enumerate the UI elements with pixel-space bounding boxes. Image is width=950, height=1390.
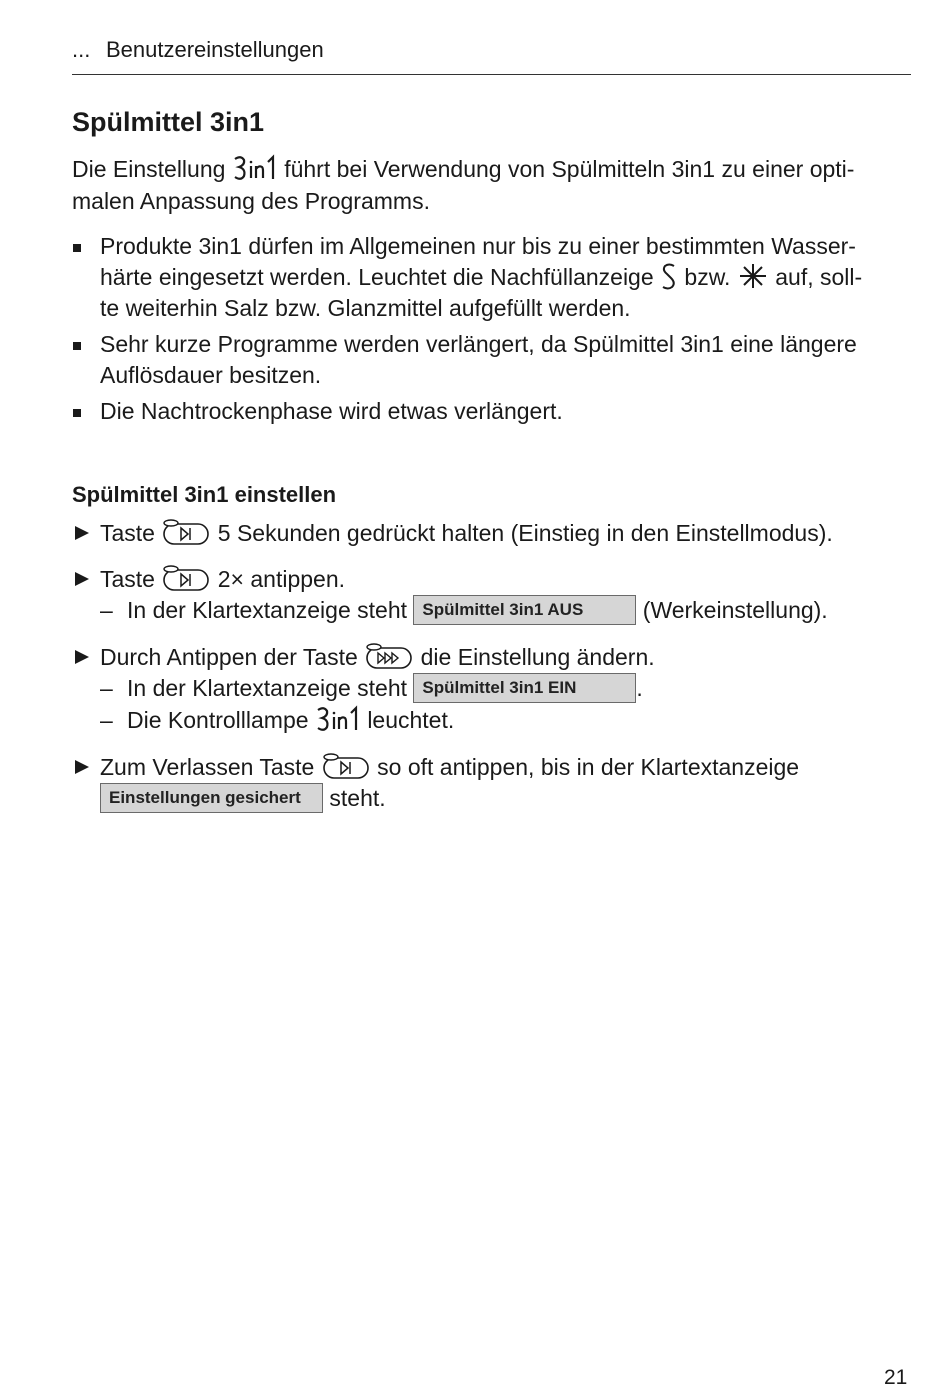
- header-ellipsis: ...: [72, 37, 91, 62]
- salt-refill-icon: [660, 262, 678, 290]
- list-item: [72, 329, 912, 391]
- bullet-text: auf, soll-: [775, 264, 863, 290]
- page-header: [72, 36, 911, 75]
- step-text: Durch Antippen der Taste: [100, 643, 358, 670]
- display-text-box: Spülmittel 3in1 EIN: [413, 673, 636, 703]
- intro-line-1: [72, 154, 912, 186]
- bullet-text: härte eingesetzt werden. Leuchtet die Nachfüllanzeige: [100, 264, 654, 290]
- bullet-line: Auflösdauer besitzen.: [100, 362, 322, 388]
- skip-button-icon: [161, 564, 211, 592]
- step-text: steht.: [329, 784, 386, 811]
- display-text-box: Spülmittel 3in1 AUS: [413, 595, 636, 625]
- 3in1-indicator-icon: [232, 153, 278, 183]
- step-text: leuchtet.: [367, 706, 455, 733]
- step-text: In der Klartextanzeige steht: [127, 674, 407, 701]
- step-text: (Werkeinstellung).: [642, 597, 828, 623]
- intro-line-2: malen Anpassung des Programms.: [72, 187, 430, 214]
- step-text: Taste: [100, 520, 155, 546]
- step-list: [72, 518, 922, 830]
- bullet-line: [100, 262, 912, 293]
- step-arrow: [75, 572, 89, 586]
- bullet-square: [73, 244, 81, 252]
- dash: –: [100, 706, 113, 733]
- rinse-aid-refill-icon: [737, 262, 769, 290]
- intro-paragraph: [72, 154, 912, 217]
- bullet-line: te weiterhin Salz bzw. Glanzmittel aufgefüllt werden.: [100, 295, 631, 321]
- step-substep: [100, 673, 922, 705]
- list-item: [72, 396, 912, 427]
- step-text: Zum Verlassen Taste: [100, 753, 315, 780]
- section-title: Spülmittel 3in1: [72, 107, 265, 137]
- display-text-box: Einstellungen gesichert: [100, 783, 323, 813]
- bullet-list: [72, 231, 912, 432]
- 3in1-indicator-icon: [315, 704, 361, 734]
- intro-text-before: Die Einstellung: [72, 156, 226, 182]
- subsection-title: Spülmittel 3in1 einstellen: [72, 482, 337, 507]
- dash: –: [100, 597, 113, 623]
- bullet-line: Sehr kurze Programme werden verlängert, da Spülmittel 3in1 eine längere: [100, 331, 857, 357]
- step-text: 2× antippen.: [217, 566, 346, 592]
- step-text: Die Kontrolllampe: [127, 706, 309, 733]
- step-item: [72, 642, 922, 737]
- step-substep: [100, 595, 922, 627]
- step-text: In der Klartextanzeige steht: [127, 597, 407, 623]
- bullet-text: bzw.: [684, 264, 731, 290]
- skip-button-icon: [161, 518, 211, 546]
- dash: –: [100, 674, 113, 701]
- step-arrow: [75, 650, 89, 664]
- header-title: Benutzereinstellungen: [106, 37, 324, 62]
- skip-button-icon: [321, 752, 371, 780]
- bullet-square: [73, 342, 81, 350]
- step-line: [100, 564, 922, 595]
- list-item: [72, 231, 912, 324]
- forward-button-icon: [364, 642, 414, 670]
- step-item: [72, 564, 922, 627]
- step-item: [72, 518, 922, 549]
- step-arrow: [75, 526, 89, 540]
- step-item: [72, 752, 922, 815]
- step-text: .: [636, 674, 643, 701]
- page-number: 21: [884, 1366, 908, 1389]
- bullet-line: Die Nachtrockenphase wird etwas verlängert.: [100, 398, 563, 424]
- step-text: die Einstellung ändern.: [420, 643, 655, 670]
- step-substep: [100, 705, 922, 737]
- step-text: Taste: [100, 566, 155, 592]
- step-line: [100, 783, 922, 815]
- intro-text-after: führt bei Verwendung von Spülmitteln 3in1 zu einer opti-: [284, 156, 855, 182]
- step-text: 5 Sekunden gedrückt halten (Einstieg in den Einstellmodus).: [217, 520, 833, 546]
- bullet-square: [73, 409, 81, 417]
- step-line: [100, 752, 922, 783]
- step-line: [100, 642, 922, 673]
- step-arrow: [75, 760, 89, 774]
- bullet-line: Produkte 3in1 dürfen im Allgemeinen nur bis zu einer bestimmten Wasser-: [100, 233, 856, 259]
- step-text: so oft antippen, bis in der Klartextanzeige: [377, 753, 800, 780]
